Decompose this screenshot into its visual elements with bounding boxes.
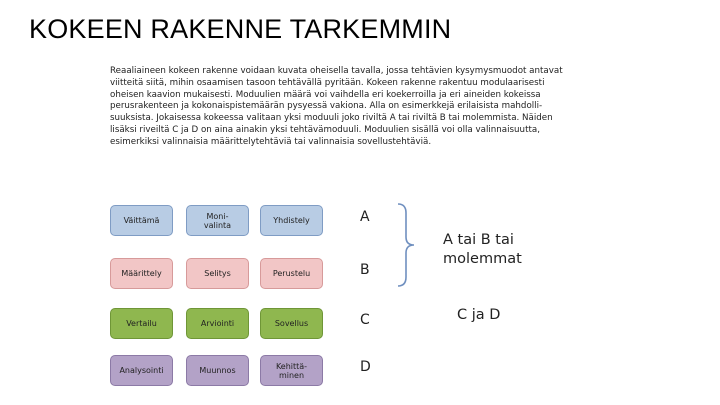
module-box-c-1: Vertailu <box>110 308 173 339</box>
row-label-a: A <box>360 209 370 225</box>
module-box-a-2: Moni- valinta <box>186 205 249 236</box>
ab-brace <box>396 203 416 287</box>
intro-line: lisäksi riveiltä C ja D on aina ainakin yksi tehtävämoduuli. Moduulien sisällä voi olla valinnaisuutta, <box>110 124 540 135</box>
ab-note: A tai B tai molemmat <box>443 232 522 267</box>
intro-line: viitteitä siitä, mihin osaamisen tasoon tehtävällä pyritään. Kokeen rakenne rakentuu modulaarisesti <box>110 77 545 88</box>
intro-paragraph <box>110 66 598 149</box>
intro-line: Reaaliaineen kokeen rakenne voidaan kuvata oheisella tavalla, jossa tehtävien kysymysmuodot antavat <box>110 66 563 76</box>
module-box-d-3: Kehittä- minen <box>260 355 323 386</box>
intro-line: oheisen kaavion mukaisesti. Moduulien määrä voi vaihdella eri koekerroilla ja eri aineiden kokeissa <box>110 89 541 100</box>
row-label-c: C <box>360 312 370 328</box>
module-box-d-2: Muunnos <box>186 355 249 386</box>
row-label-d: D <box>360 359 371 375</box>
module-box-b-2: Selitys <box>186 258 249 289</box>
cd-note: C ja D <box>457 307 501 323</box>
module-box-c-2: Arviointi <box>186 308 249 339</box>
intro-line: suuksista. Jokaisessa kokeessa valitaan yksi moduuli joko riviltä A tai riviltä B tai molemmista. Näiden <box>110 113 553 124</box>
row-label-b: B <box>360 262 370 278</box>
module-box-c-3: Sovellus <box>260 308 323 339</box>
module-box-d-1: Analysointi <box>110 355 173 386</box>
intro-line: esimerkiksi valinnaisia määrittelytehtäviä tai valinnaisia sovellustehtäviä. <box>110 136 432 147</box>
module-box-a-3: Yhdistely <box>260 205 323 236</box>
slide-title: KOKEEN RAKENNE TARKEMMIN <box>29 14 452 44</box>
intro-line: perusrakenteen ja kokonaispistemäärän pysyessä vakiona. Alla on esimerkkejä erilaisista mahdolli- <box>110 101 543 112</box>
module-box-b-3: Perustelu <box>260 258 323 289</box>
module-box-a-1: Väittämä <box>110 205 173 236</box>
module-box-b-1: Määrittely <box>110 258 173 289</box>
